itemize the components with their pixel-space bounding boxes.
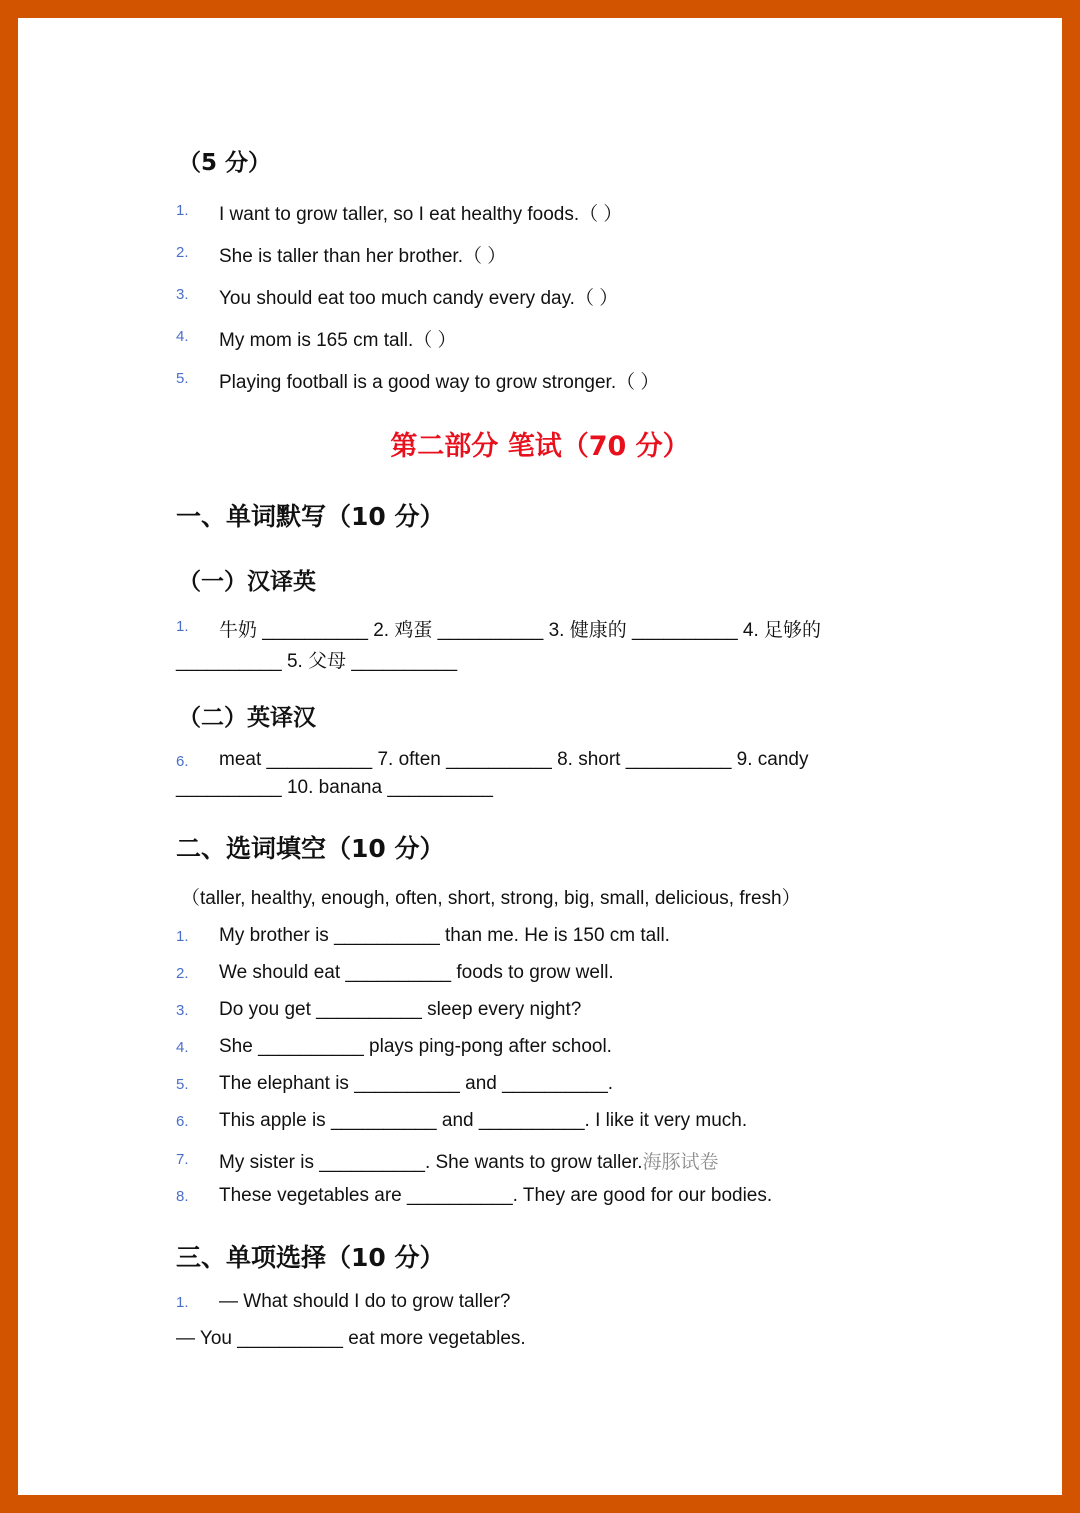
- list-item: This apple is __________ and __________. I like it very much.: [219, 1110, 748, 1131]
- list-item: I want to grow taller, so I eat healthy foods.（ ）: [219, 204, 623, 225]
- question-text: — What should I do to grow taller?: [219, 1291, 511, 1312]
- list-item: We should eat __________ foods to grow well.: [219, 962, 614, 983]
- list-number: 5.: [176, 1076, 189, 1093]
- list-number: 3.: [176, 286, 189, 303]
- translation-line: __________ 5. 父母 __________: [176, 651, 458, 672]
- list-number: 2.: [176, 244, 189, 261]
- section2-title: 二、选词填空（10 分）: [176, 834, 445, 863]
- list-number: 1.: [176, 1294, 189, 1311]
- list-item: My brother is __________ than me. He is 150 cm tall.: [219, 925, 670, 946]
- list-item: Playing football is a good way to grow stronger.（ ）: [219, 372, 660, 393]
- list-number: 4.: [176, 1039, 189, 1056]
- list-item: She is taller than her brother.（ ）: [219, 246, 507, 267]
- list-number: 6.: [176, 1113, 189, 1130]
- list-item: The elephant is __________ and __________.: [219, 1073, 614, 1094]
- list-number: 7.: [176, 1151, 189, 1168]
- list-number: 4.: [176, 328, 189, 345]
- exam-page: [18, 18, 1062, 1495]
- list-item: These vegetables are __________. They are good for our bodies.: [219, 1185, 773, 1206]
- list-number: 6.: [176, 753, 189, 770]
- list-item: My mom is 165 cm tall.（ ）: [219, 330, 457, 351]
- list-item: [219, 1147, 719, 1174]
- word-bank: （taller, healthy, enough, often, short, strong, big, small, delicious, fresh）: [181, 888, 801, 909]
- part1-score: （5 分）: [178, 150, 272, 176]
- list-number: 1.: [176, 618, 189, 635]
- list-item-text: My sister is __________. She wants to grow taller.: [219, 1152, 643, 1173]
- translation-line: 牛奶 __________ 2. 鸡蛋 __________ 3. 健康的 __________ 4. 足够的: [219, 620, 822, 641]
- list-number: 2.: [176, 965, 189, 982]
- list-item: You should eat too much candy every day.（ ）: [219, 288, 619, 309]
- list-item: Do you get __________ sleep every night?: [219, 999, 582, 1020]
- translation-line: meat __________ 7. often __________ 8. short __________ 9. candy: [219, 749, 809, 770]
- list-number: 3.: [176, 1002, 189, 1019]
- section1-sub2-title: （二）英译汉: [178, 705, 316, 731]
- watermark: 海豚试卷: [642, 1152, 719, 1173]
- list-number: 1.: [176, 928, 189, 945]
- section1-sub1-title: （一）汉译英: [178, 569, 316, 595]
- list-number: 1.: [176, 202, 189, 219]
- list-item: She __________ plays ping-pong after school.: [219, 1036, 612, 1057]
- section1-title: 一、单词默写（10 分）: [176, 502, 445, 531]
- translation-line: __________ 10. banana __________: [176, 777, 493, 798]
- list-number: 8.: [176, 1188, 189, 1205]
- answer-line: — You __________ eat more vegetables.: [176, 1328, 526, 1349]
- list-number: 5.: [176, 370, 189, 387]
- section3-title: 三、单项选择（10 分）: [176, 1243, 445, 1272]
- part2-title: 第二部分 笔试（70 分）: [390, 431, 690, 462]
